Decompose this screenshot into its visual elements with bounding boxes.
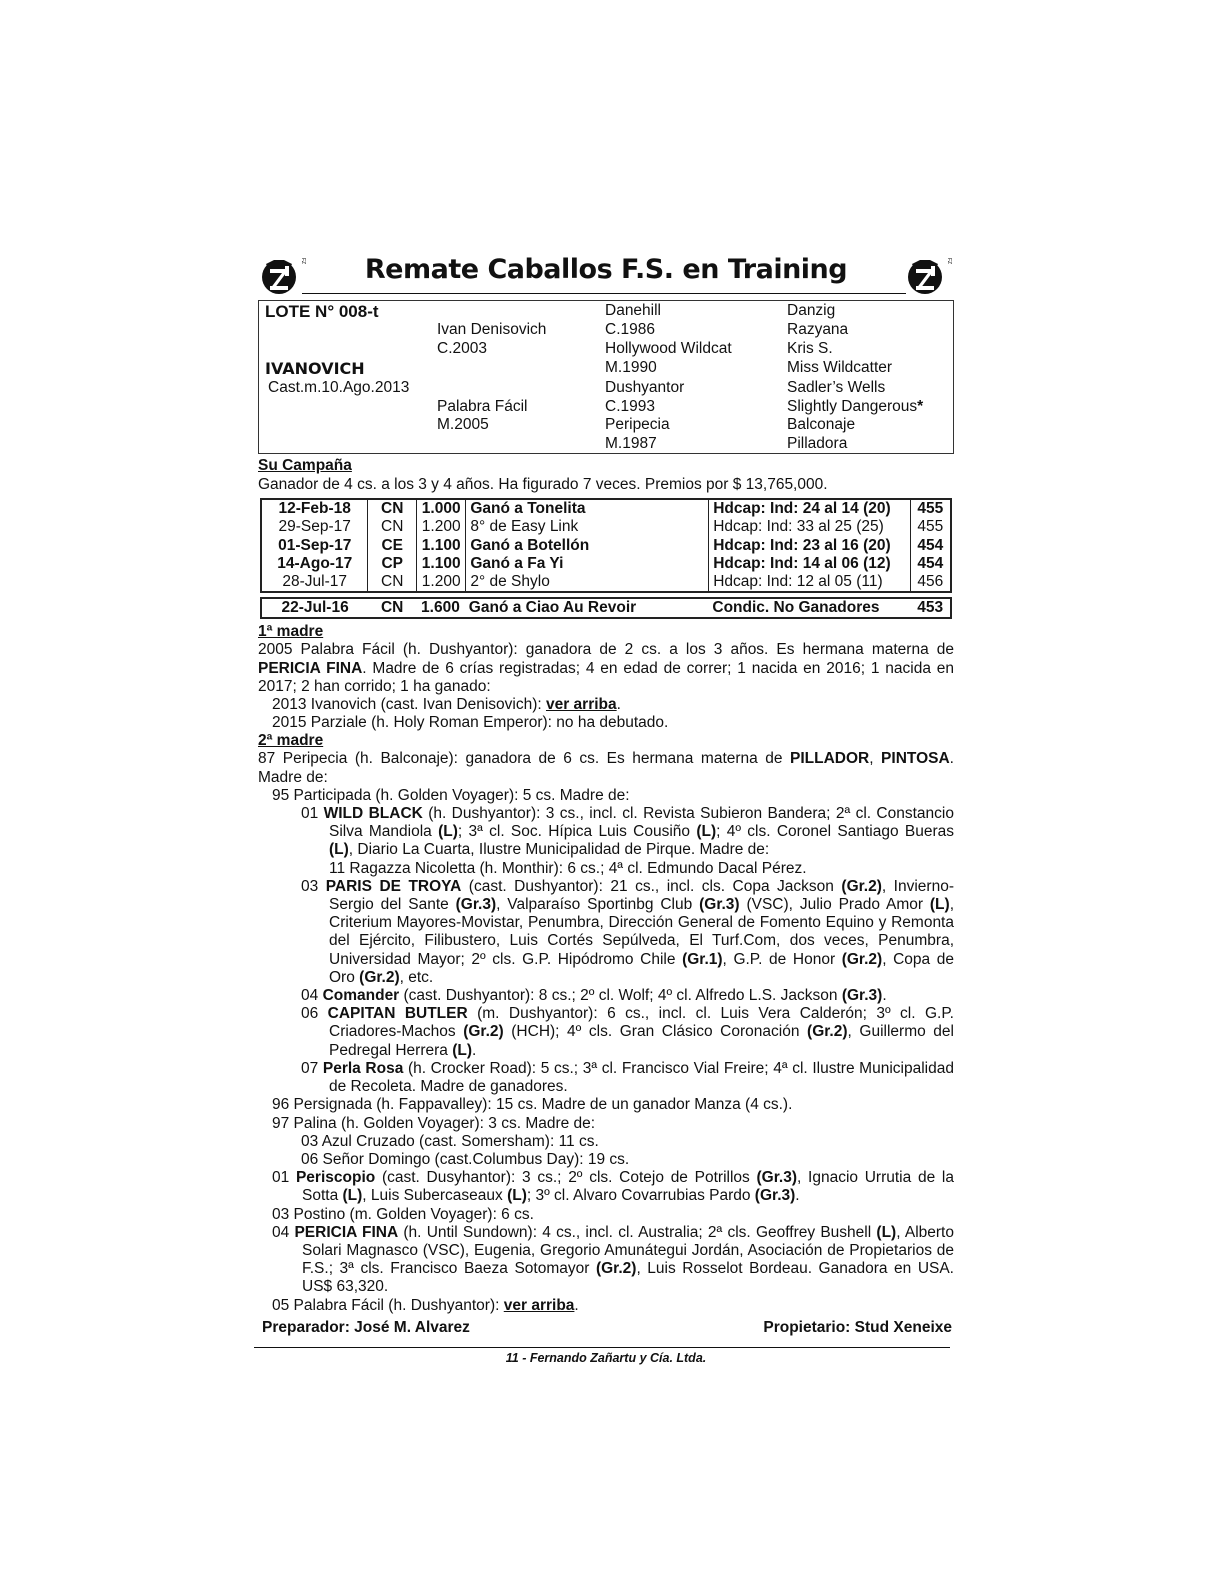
text: 06 — [301, 1005, 328, 1023]
madre1-heading: 1ª madre — [258, 623, 324, 641]
dam-year: M.2005 — [437, 416, 489, 433]
text: 04 — [301, 987, 323, 1005]
text: , Valparaíso Sportinbg Club — [496, 896, 700, 914]
page-footer: 11 - Fernando Zañartu y Cía. Ltda. — [505, 1350, 707, 1365]
grade: (Gr.3) — [754, 1187, 796, 1205]
race-table — [260, 498, 952, 593]
text: , Copa de Oro — [329, 950, 954, 986]
senor-domingo-line: 06 Señor Domingo (cast.Columbus Day): 19 cs. — [301, 1150, 630, 1168]
first-race-row — [261, 598, 951, 618]
capitan-butler-entry — [258, 1005, 954, 1060]
text: 2005 Palabra Fácil (h. Dushyantor): ganadora de 2 cs. a los 3 años. Es hermana materna de — [258, 641, 954, 659]
text: 01 — [272, 1169, 296, 1187]
pericia-fina-entry — [258, 1224, 954, 1297]
text: . — [795, 1187, 800, 1205]
text: 2013 Ivanovich (cast. Ivan Denisovich): — [272, 696, 546, 714]
race-distance: 1.000 — [417, 499, 466, 518]
race-date: 12-Feb-18 — [261, 499, 368, 518]
ragazza-line: 11 Ragazza Nicoletta (h. Monthir): 6 cs.; 4ª cl. Edmundo Dacal Pérez. — [329, 859, 807, 877]
first-race-table — [260, 597, 952, 619]
race-weight: 454 — [910, 555, 951, 573]
race-distance: 1.100 — [417, 537, 466, 555]
horse-ref: Comander — [322, 987, 400, 1005]
race-distance: 1.200 — [417, 518, 466, 536]
text: (h. Dushyantor): 3 cs., incl. cl. Revista Subieron Bandera; 2ª cl. Constancio Silva Mandiola — [329, 805, 954, 841]
ped-c3-0: Danehill — [605, 302, 662, 319]
text: , Ignacio Urrutia de la Sotta — [302, 1169, 954, 1205]
text: . — [882, 987, 887, 1005]
text: , G.P. de Honor — [722, 950, 842, 968]
race-row — [261, 537, 951, 555]
ped-c4-7: Pilladora — [787, 435, 848, 452]
race-row — [261, 518, 951, 536]
ped-c3-7: M.1987 — [605, 435, 657, 452]
grade: (Gr.3) — [699, 896, 740, 914]
race-date: 22-Jul-16 — [281, 599, 349, 617]
race-track: CP — [368, 555, 417, 573]
participada-line: 95 Participada (h. Golden Voyager): 5 cs. Madre de: — [272, 786, 630, 804]
ped-c4-2: Kris S. — [787, 340, 833, 357]
race-weight: 454 — [910, 537, 951, 555]
footer-names — [258, 1319, 954, 1339]
race-distance: 1.100 — [417, 555, 466, 573]
pedigree-box — [258, 300, 954, 454]
race-weight: 456 — [910, 573, 951, 592]
text: . — [616, 696, 621, 714]
race-distance: 1.200 — [417, 573, 466, 592]
sire-name: Ivan Denisovich — [437, 321, 547, 338]
race-date: 29-Sep-17 — [261, 518, 368, 536]
grade: (Gr.1) — [682, 950, 723, 968]
race-condition: Hdcap: Ind: 14 al 06 (12) — [709, 555, 910, 573]
ped-c4-6: Balconaje — [787, 416, 856, 433]
race-track: CN — [368, 573, 417, 592]
title-rule — [302, 293, 906, 294]
text: , etc. — [399, 968, 434, 986]
logo-caption: FZ — [946, 258, 952, 265]
race-condition: Hdcap: Ind: 23 al 16 (20) — [709, 537, 910, 555]
owner: Propietario: Stud Xeneixe — [763, 1318, 952, 1336]
ver-arriba-link[interactable]: ver arriba — [545, 696, 617, 714]
grade: (Gr.3) — [455, 896, 497, 914]
horse-ref: WILD BLACK — [323, 805, 423, 823]
dam-name: Palabra Fácil — [437, 398, 528, 415]
grade: (Gr.3) — [756, 1169, 797, 1187]
text: . Madre de 6 crías registradas; 4 en edad de correr; 1 nacida en 2016; 1 nacida en 2017; 2 han corrido; 1 ha ganado: — [258, 659, 955, 695]
madre2-paragraph — [258, 750, 954, 786]
ped-c4-0: Danzig — [787, 302, 836, 319]
race-row — [261, 555, 951, 573]
campaign-heading: Su Campaña — [258, 457, 352, 474]
text: (HCH); 4º cls. Gran Clásico Coronación — [503, 1023, 808, 1041]
lote-number: LOTE N° 008-t — [265, 302, 379, 321]
text: , Luis Subercaseaux — [362, 1187, 508, 1205]
text: 87 Peripecia (h. Balconaje): ganadora de 6 cs. Es hermana materna de — [258, 750, 791, 768]
text: (h. Until Sundown): 4 cs., incl. cl. Australia; 2ª cls. Geoffrey Bushell — [398, 1223, 877, 1241]
race-condition: Hdcap: Ind: 33 al 25 (25) — [709, 518, 910, 536]
race-track: CN — [380, 599, 404, 617]
ped-c3-4: Dushyantor — [605, 379, 685, 396]
text: . — [472, 1041, 477, 1059]
periscopio-entry — [258, 1169, 954, 1205]
campaign-summary: Ganador de 4 cs. a los 3 y 4 años. Ha figurado 7 veces. Premios por $ 13,765,000. — [258, 476, 828, 493]
race-row — [261, 499, 951, 518]
palina-line: 97 Palina (h. Golden Voyager): 3 cs. Madre de: — [272, 1114, 596, 1132]
race-result: Ganó a Botellón — [466, 537, 709, 555]
race-condition: Hdcap: Ind: 24 al 14 (20) — [709, 499, 910, 518]
ped-c4-3: Miss Wildcatter — [787, 359, 893, 376]
logo-caption: FZ — [300, 258, 306, 265]
grade: (L) — [507, 1187, 527, 1205]
text: . Madre de: — [258, 750, 954, 786]
fz-logo-right — [906, 256, 952, 296]
sire-year: C.2003 — [437, 340, 487, 357]
paris-de-troya-entry — [258, 878, 954, 987]
horse-ref: PERICIA FINA — [294, 1223, 399, 1241]
trainer: Preparador: José M. Alvarez — [262, 1318, 470, 1336]
ped-c3-2: Hollywood Wildcat — [605, 340, 732, 357]
catalog-page — [258, 252, 954, 1365]
race-track: CN — [368, 518, 417, 536]
text: ; 3ª cl. Soc. Hípica Luis Cousiño — [457, 823, 697, 841]
ped-c3-6: Peripecia — [605, 416, 670, 433]
grade: (L) — [876, 1223, 897, 1241]
palabra-facil-line — [258, 1297, 954, 1315]
text: ; 4º cls. Coronel Santiago Bueras — [716, 823, 954, 841]
grade: (Gr.2) — [841, 877, 882, 895]
text: (h. Crocker Road): 5 cs.; 3ª cl. Francisco Vial Freire; 4ª cl. Ilustre Municipalidad de Recoleta. Madre de ganadores. — [329, 1059, 954, 1096]
asterisk: * — [917, 398, 924, 415]
text: , — [869, 750, 882, 768]
azul-cruzado-line: 03 Azul Cruzado (cast. Somersham): 11 cs. — [301, 1132, 599, 1150]
postino-line: 03 Postino (m. Golden Voyager): 6 cs. — [272, 1205, 534, 1223]
text: 01 — [301, 805, 324, 823]
race-result: 2° de Shylo — [466, 573, 709, 592]
madre1-paragraph — [258, 641, 954, 696]
race-result: Ganó a Fa Yi — [466, 555, 709, 573]
grade: (L) — [452, 1041, 472, 1059]
race-distance: 1.600 — [421, 599, 460, 617]
page-title: Remate Caballos F.S. en Training — [364, 254, 848, 285]
text: , Criterium Mayores-Movistar, Penumbra, Dirección General de Fomento Equino y Remonta del Ejército, Filibustero, Luis Cortés Sepúlveda, El Turf.Com, dos veces, Penumbra, Universidad Mayor; 2º cls. G.P. Hipódromo Chile — [329, 896, 954, 968]
race-weight: 455 — [910, 518, 951, 536]
race-condition: Condic. No Ganadores — [712, 599, 880, 617]
text: , Diario La Cuarta, Ilustre Municipalidad de Pirque. Madre de: — [348, 841, 770, 859]
text: 03 — [301, 877, 326, 895]
madre1-offspring-2: 2015 Parziale (h. Holy Roman Emperor): no ha debutado. — [272, 714, 669, 732]
race-date: 14-Ago-17 — [261, 555, 368, 573]
horse-name: IVANOVICH — [265, 359, 365, 378]
ped-c4-5 — [787, 397, 923, 416]
race-result: Ganó a Tonelita — [466, 499, 709, 518]
ped-c3-5: C.1993 — [605, 398, 655, 415]
horse-ref: PILLADOR — [790, 750, 870, 768]
text: (cast. Dushyantor): 8 cs.; 2º cl. Wolf; 4º cl. Alfredo L.S. Jackson — [399, 987, 842, 1005]
grade: (L) — [438, 823, 458, 841]
text: , Luis Rosselot Bordeau. Ganadora en USA. US$ 63,320. — [302, 1260, 954, 1296]
ped-c4-1: Razyana — [787, 321, 849, 338]
grade: (L) — [342, 1187, 363, 1205]
ped-c3-1: C.1986 — [605, 321, 655, 338]
race-track: CE — [368, 537, 417, 555]
ped-c4-4: Sadler’s Wells — [787, 379, 886, 396]
grade: (Gr.2) — [463, 1023, 504, 1041]
grade: (L) — [929, 896, 950, 914]
race-result: 8° de Easy Link — [466, 518, 709, 536]
text: . — [574, 1296, 579, 1314]
grade: (Gr.2) — [359, 968, 400, 986]
grade: (Gr.2) — [841, 950, 883, 968]
horse-ref: Perla Rosa — [322, 1059, 404, 1077]
text: 07 — [301, 1059, 323, 1077]
horse-ref: PERICIA FINA — [258, 659, 363, 677]
race-condition: Hdcap: Ind: 12 al 05 (11) — [709, 573, 910, 592]
madre1-offspring-1 — [258, 696, 954, 714]
text: 05 Palabra Fácil (h. Dushyantor): — [272, 1296, 504, 1314]
text: (VSC), Julio Prado Amor — [739, 896, 930, 914]
grade: (Gr.2) — [595, 1260, 637, 1278]
text: (cast. Dushyantor): 21 cs., incl. cls. Copa Jackson — [461, 877, 842, 895]
grade: (Gr.2) — [807, 1023, 848, 1041]
text: , Guillermo del Pedregal Herrera — [329, 1023, 954, 1059]
race-weight: 453 — [917, 599, 944, 617]
race-track: CN — [368, 499, 417, 518]
text: , Alberto Solari Magnasco (VSC), Eugenia, Gregorio Amunátegui Jordán, Asociación de Propietarios de F.S.; 3ª cls. Francisco Baeza Sotomayor — [302, 1223, 954, 1278]
grade: (L) — [696, 823, 717, 841]
persignada-line: 96 Persignada (h. Fappavalley): 15 cs. Madre de un ganador Manza (4 cs.). — [272, 1096, 793, 1114]
text: , Invierno-Sergio del Sante — [329, 877, 954, 914]
grade: (L) — [329, 841, 349, 859]
horse-ref: CAPITAN BUTLER — [327, 1005, 468, 1023]
text: (cast. Dusyhantor): 3 cs.; 2º cls. Cotejo de Potrillos — [375, 1169, 757, 1187]
horse-info: Cast.m.10.Ago.2013 — [268, 379, 410, 396]
page-header — [258, 252, 954, 298]
comander-entry — [258, 987, 954, 1005]
perla-rosa-entry — [258, 1060, 954, 1096]
race-date: 01-Sep-17 — [261, 537, 368, 555]
ped-c3-3: M.1990 — [605, 359, 657, 376]
text: (m. Dushyantor): 6 cs., incl. cl. Luis Vera Calderón; 3º cl. G.P. Criadores-Machos — [329, 1005, 954, 1041]
text: ; 3º cl. Alvaro Covarrubias Pardo — [526, 1187, 755, 1205]
race-result: Ganó a Ciao Au Revoir — [468, 599, 637, 617]
ped-c4-5-text: Slightly Dangerous — [787, 398, 918, 415]
horse-ref: PARIS DE TROYA — [325, 877, 462, 895]
horse-ref: PINTOSA — [881, 750, 950, 768]
footer-rule — [254, 1347, 950, 1348]
race-row — [261, 573, 951, 592]
grade: (Gr.3) — [841, 987, 883, 1005]
text: 04 — [272, 1223, 295, 1241]
ver-arriba-link[interactable]: ver arriba — [503, 1296, 575, 1314]
wild-black-entry — [258, 805, 954, 860]
race-date: 28-Jul-17 — [261, 573, 368, 592]
horse-ref: Periscopio — [295, 1169, 376, 1187]
race-weight: 455 — [910, 499, 951, 518]
fz-logo-left — [260, 256, 306, 296]
madre2-heading: 2ª madre — [258, 732, 324, 750]
